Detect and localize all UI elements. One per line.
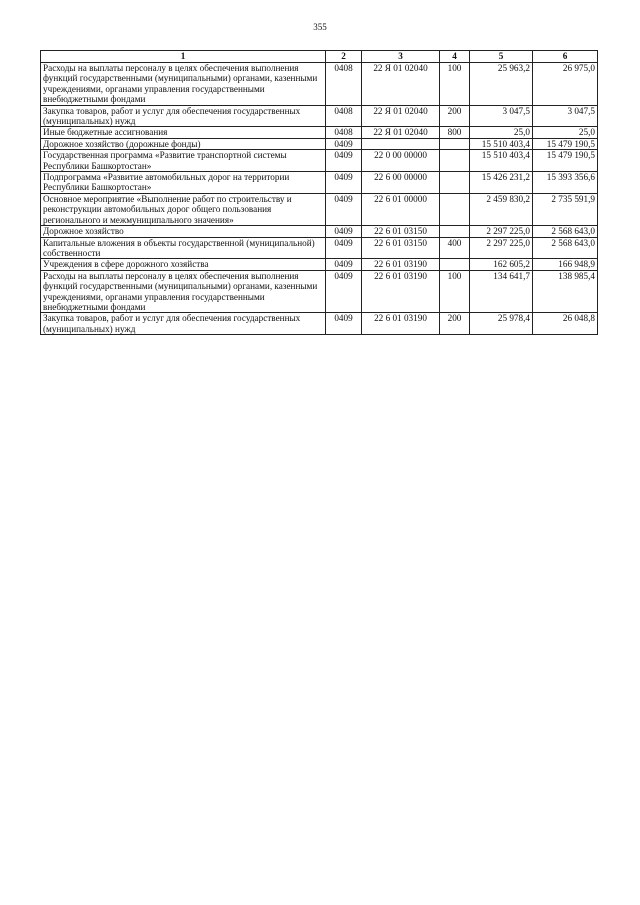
row-section-cell: 0409 xyxy=(326,172,362,194)
row-kind-cell xyxy=(440,259,470,270)
row-name-cell: Закупка товаров, работ и услуг для обеспечения государственных (муниципальных) нужд xyxy=(41,105,326,127)
row-code-cell: 22 6 01 03190 xyxy=(362,313,440,335)
row-amount-cell: 25 963,2 xyxy=(470,63,533,106)
row-name-cell: Закупка товаров, работ и услуг для обеспечения государственных (муниципальных) нужд xyxy=(41,313,326,335)
row-amount-cell: 2 568 643,0 xyxy=(533,237,598,259)
row-amount-cell: 25 978,4 xyxy=(470,313,533,335)
table-row xyxy=(41,237,598,259)
table-row xyxy=(41,127,598,138)
row-code-cell xyxy=(362,138,440,149)
row-code-cell: 22 Я 01 02040 xyxy=(362,105,440,127)
column-header: 3 xyxy=(362,51,440,63)
row-code-cell: 22 6 01 03150 xyxy=(362,237,440,259)
row-name-cell: Учреждения в сфере дорожного хозяйства xyxy=(41,259,326,270)
row-name-cell: Основное мероприятие «Выполнение работ по строительству и реконструкции автомобильных дорог общего пользования регионального и межмуниципального значения» xyxy=(41,193,326,225)
row-section-cell: 0409 xyxy=(326,259,362,270)
row-amount-cell: 26 048,8 xyxy=(533,313,598,335)
row-code-cell: 22 6 01 03190 xyxy=(362,270,440,313)
table-header-row xyxy=(41,51,598,63)
row-name-cell: Государственная программа «Развитие транспортной системы Республики Башкортостан» xyxy=(41,150,326,172)
row-kind-cell xyxy=(440,138,470,149)
column-header: 2 xyxy=(326,51,362,63)
row-section-cell: 0409 xyxy=(326,138,362,149)
column-header: 5 xyxy=(470,51,533,63)
row-kind-cell: 100 xyxy=(440,63,470,106)
row-amount-cell: 2 297 225,0 xyxy=(470,237,533,259)
row-amount-cell: 15 510 403,4 xyxy=(470,150,533,172)
row-name-cell: Дорожное хозяйство (дорожные фонды) xyxy=(41,138,326,149)
row-amount-cell: 2 459 830,2 xyxy=(470,193,533,225)
row-section-cell: 0409 xyxy=(326,226,362,237)
row-kind-cell: 100 xyxy=(440,270,470,313)
row-kind-cell: 200 xyxy=(440,313,470,335)
row-kind-cell xyxy=(440,226,470,237)
table-row xyxy=(41,270,598,313)
row-section-cell: 0409 xyxy=(326,193,362,225)
row-kind-cell xyxy=(440,172,470,194)
table-row xyxy=(41,226,598,237)
column-header: 4 xyxy=(440,51,470,63)
row-code-cell: 22 6 01 03190 xyxy=(362,259,440,270)
row-amount-cell: 3 047,5 xyxy=(533,105,598,127)
row-amount-cell: 3 047,5 xyxy=(470,105,533,127)
row-code-cell: 22 Я 01 02040 xyxy=(362,127,440,138)
row-name-cell: Иные бюджетные ассигнования xyxy=(41,127,326,138)
column-header: 6 xyxy=(533,51,598,63)
row-amount-cell: 15 426 231,2 xyxy=(470,172,533,194)
row-code-cell: 22 Я 01 02040 xyxy=(362,63,440,106)
row-kind-cell: 800 xyxy=(440,127,470,138)
row-kind-cell xyxy=(440,193,470,225)
row-code-cell: 22 6 00 00000 xyxy=(362,172,440,194)
table-row xyxy=(41,172,598,194)
row-section-cell: 0408 xyxy=(326,105,362,127)
page-number: 355 xyxy=(313,22,327,32)
table-row xyxy=(41,105,598,127)
table-row xyxy=(41,63,598,106)
table-row xyxy=(41,259,598,270)
row-name-cell: Капитальные вложения в объекты государственной (муниципальной) собственности xyxy=(41,237,326,259)
column-header: 1 xyxy=(41,51,326,63)
row-name-cell: Расходы на выплаты персоналу в целях обеспечения выполнения функций государственными (муниципальными) органами, казенными учреждениями, органами управления государственными внебюджетными фондами xyxy=(41,63,326,106)
row-name-cell: Дорожное хозяйство xyxy=(41,226,326,237)
table-row xyxy=(41,313,598,335)
row-section-cell: 0408 xyxy=(326,63,362,106)
row-amount-cell: 15 393 356,6 xyxy=(533,172,598,194)
row-amount-cell: 25,0 xyxy=(470,127,533,138)
row-section-cell: 0409 xyxy=(326,150,362,172)
row-amount-cell: 2 297 225,0 xyxy=(470,226,533,237)
row-section-cell: 0409 xyxy=(326,237,362,259)
row-section-cell: 0409 xyxy=(326,270,362,313)
row-amount-cell: 26 975,0 xyxy=(533,63,598,106)
row-amount-cell: 2 735 591,9 xyxy=(533,193,598,225)
row-amount-cell: 134 641,7 xyxy=(470,270,533,313)
table-row xyxy=(41,150,598,172)
row-kind-cell: 400 xyxy=(440,237,470,259)
row-amount-cell: 15 479 190,5 xyxy=(533,150,598,172)
row-section-cell: 0409 xyxy=(326,313,362,335)
row-name-cell: Расходы на выплаты персоналу в целях обеспечения выполнения функций государственными (муниципальными) органами, казенными учреждениями, органами управления государственными внебюджетными фондами xyxy=(41,270,326,313)
row-amount-cell: 166 948,9 xyxy=(533,259,598,270)
row-amount-cell: 162 605,2 xyxy=(470,259,533,270)
row-kind-cell: 200 xyxy=(440,105,470,127)
row-code-cell: 22 0 00 00000 xyxy=(362,150,440,172)
table-row xyxy=(41,138,598,149)
row-amount-cell: 15 479 190,5 xyxy=(533,138,598,149)
row-section-cell: 0408 xyxy=(326,127,362,138)
row-code-cell: 22 6 01 03150 xyxy=(362,226,440,237)
budget-table xyxy=(40,50,598,335)
table-row xyxy=(41,193,598,225)
row-code-cell: 22 6 01 00000 xyxy=(362,193,440,225)
row-name-cell: Подпрограмма «Развитие автомобильных дорог на территории Республики Башкортостан» xyxy=(41,172,326,194)
row-amount-cell: 2 568 643,0 xyxy=(533,226,598,237)
row-amount-cell: 15 510 403,4 xyxy=(470,138,533,149)
row-kind-cell xyxy=(440,150,470,172)
row-amount-cell: 138 985,4 xyxy=(533,270,598,313)
row-amount-cell: 25,0 xyxy=(533,127,598,138)
